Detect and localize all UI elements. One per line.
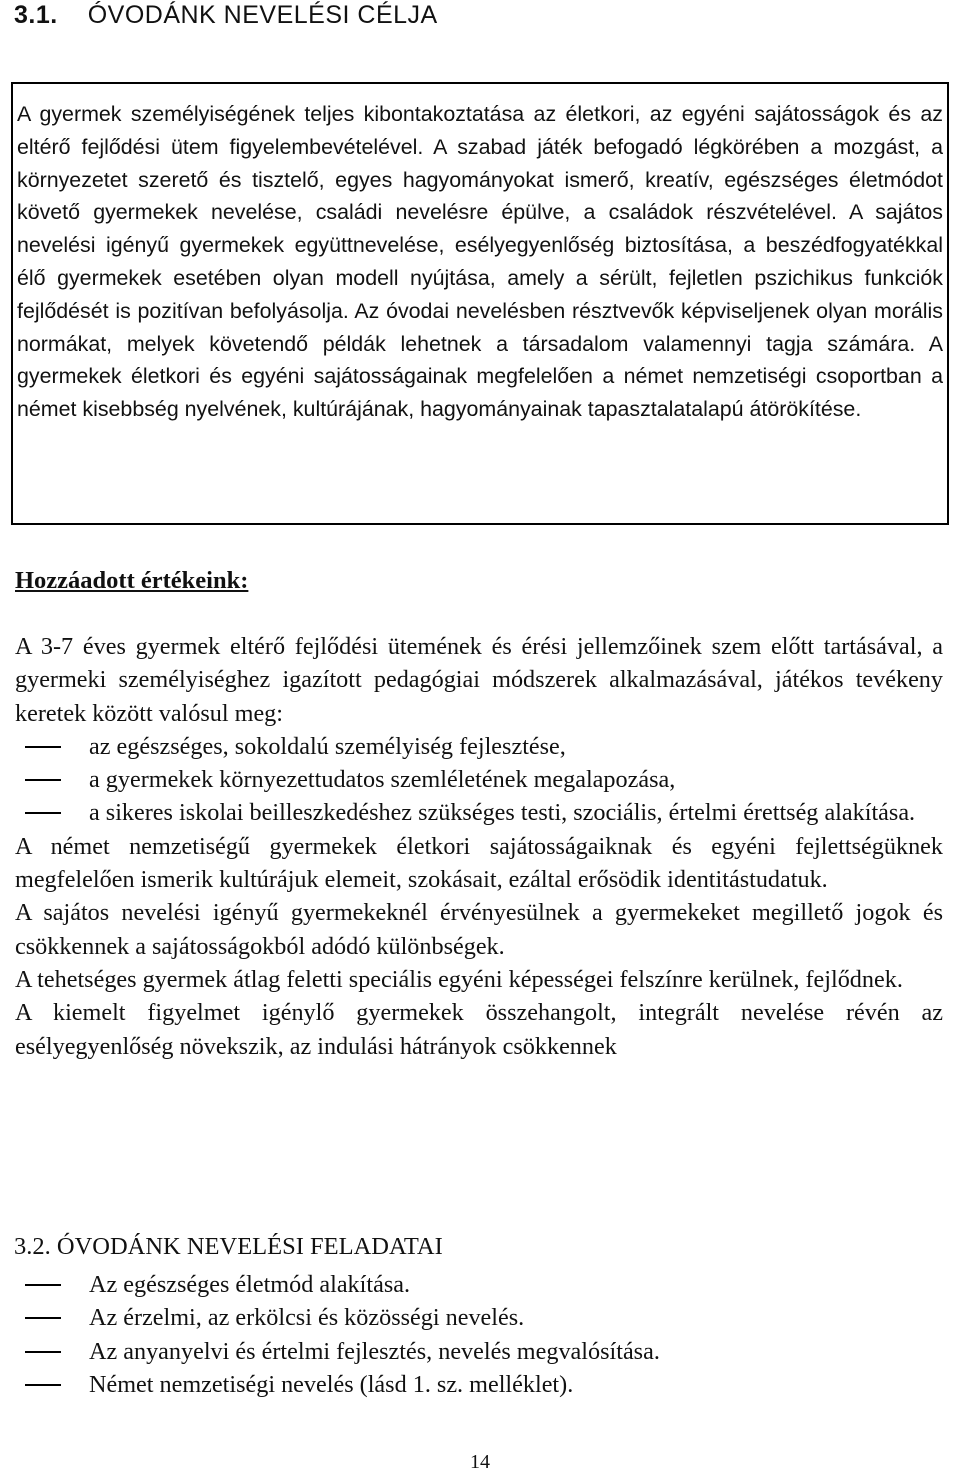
dash-bullet-icon bbox=[25, 779, 61, 781]
dash-bullet-icon bbox=[25, 1351, 61, 1353]
list-item-text: Az érzelmi, az erkölcsi és közösségi nevelés. bbox=[89, 1304, 525, 1332]
section-3-1-heading bbox=[14, 1, 438, 30]
paragraph-nationality: A német nemzetiségű gyermekek életkori sajátosságaiknak és egyéni fejlettségüknek megfelelően ismerik kultúrájuk elemeit, szokásait, ezáltal erősödik identitástudatuk. bbox=[15, 832, 943, 894]
page-number: 14 bbox=[470, 1451, 490, 1473]
list-item-text: Az anyanyelvi és értelmi fejlesztés, nevelés megvalósítása. bbox=[89, 1337, 660, 1365]
dash-bullet-icon bbox=[25, 1284, 61, 1286]
list-item-text: Az egészséges életmód alakítása. bbox=[89, 1271, 411, 1298]
list-item bbox=[15, 1335, 943, 1368]
paragraph-talented: A tehetséges gyermek átlag feletti speciális egyéni képességei felszínre kerülnek, fejlődnek. bbox=[15, 965, 903, 993]
list-item-text: az egészséges, sokoldalú személyiség fejlesztése, bbox=[89, 732, 566, 760]
added-values-heading: Hozzáadott értékeink: bbox=[15, 567, 249, 594]
dash-bullet-icon bbox=[25, 746, 61, 748]
list-item-text: a sikeres iskolai beilleszkedéshez szükséges testi, szociális, értelmi érettség alakítása. bbox=[89, 799, 916, 827]
list-item-text: Német nemzetiségi nevelés (lásd 1. sz. melléklet). bbox=[89, 1370, 574, 1398]
list-item-text: a gyermekek környezettudatos szemléletének megalapozása, bbox=[89, 766, 676, 794]
list-item bbox=[15, 730, 943, 763]
list-item bbox=[15, 763, 943, 796]
section-3-1-title: ÓVODÁNK NEVELÉSI CÉLJA bbox=[87, 1, 438, 29]
dash-bullet-icon bbox=[25, 1317, 61, 1319]
section-3-2-heading: 3.2. ÓVODÁNK NEVELÉSI FELADATAI bbox=[14, 1233, 443, 1260]
added-values-list bbox=[15, 730, 943, 830]
paragraph-equal-opportunity: A kiemelt figyelmet igénylő gyermekek összehangolt, integrált nevelése révén az esélyegyenlőség növekszik, az indulási hátrányok csökkennek bbox=[15, 999, 943, 1060]
added-values-body bbox=[15, 630, 943, 1063]
section-3-1-number: 3.1. bbox=[14, 1, 58, 29]
list-item bbox=[15, 796, 943, 829]
section-3-2-list bbox=[15, 1268, 943, 1401]
dash-bullet-icon bbox=[25, 1384, 61, 1386]
goal-statement-box: A gyermek személyiségének teljes kibontakoztatása az életkori, az egyéni sajátosságok és az eltérő fejlődési ütem figyelembevételével. A szabad játék befogadó légkörében a mozgást, a környezetet szerető és tisztelő, egyes hagyományokat ismerő, kreatív, egészséges életmódot követő gyermekek nevelése, családi nevelésre épülve, a családok részvételével. A sajátos nevelési igényű gyermekek együttnevelése, esélyegyenlőség biztosítása, a beszédfogyatékkal élő gyermekek esetében olyan modell nyújtása, amely a sérült, fejletlen pszichikus funkciók fejlődését is pozitívan befolyásolja. Az óvodai nevelésben résztvevők képviseljenek olyan morális normákat, melyek követendő példák lehetnek a társadalom valamennyi tagja számára. A gyermekek életkori és egyéni sajátosságainak megfelelően a német nemzetiségi csoportban a német kisebbség nyelvének, kultúrájának, hagyományainak tapasztalatalapú átörökítése. bbox=[11, 82, 949, 525]
added-values-intro: A 3-7 éves gyermek eltérő fejlődési ütemének és érési jellemzőinek szem előtt tartásával, a gyermeki személyiséghez igazított pedagógiai módszerek alkalmazásával, játékos tevékeny keretek között valósul meg: bbox=[15, 633, 943, 727]
list-item bbox=[15, 1368, 943, 1401]
list-item bbox=[15, 1301, 943, 1334]
paragraph-special-needs: A sajátos nevelési igényű gyermekeknél érvényesülnek a gyermekeket megillető jogok és csökkennek a sajátosságokból adódó különbségek. bbox=[15, 899, 943, 960]
list-item bbox=[15, 1268, 943, 1301]
dash-bullet-icon bbox=[25, 812, 61, 814]
